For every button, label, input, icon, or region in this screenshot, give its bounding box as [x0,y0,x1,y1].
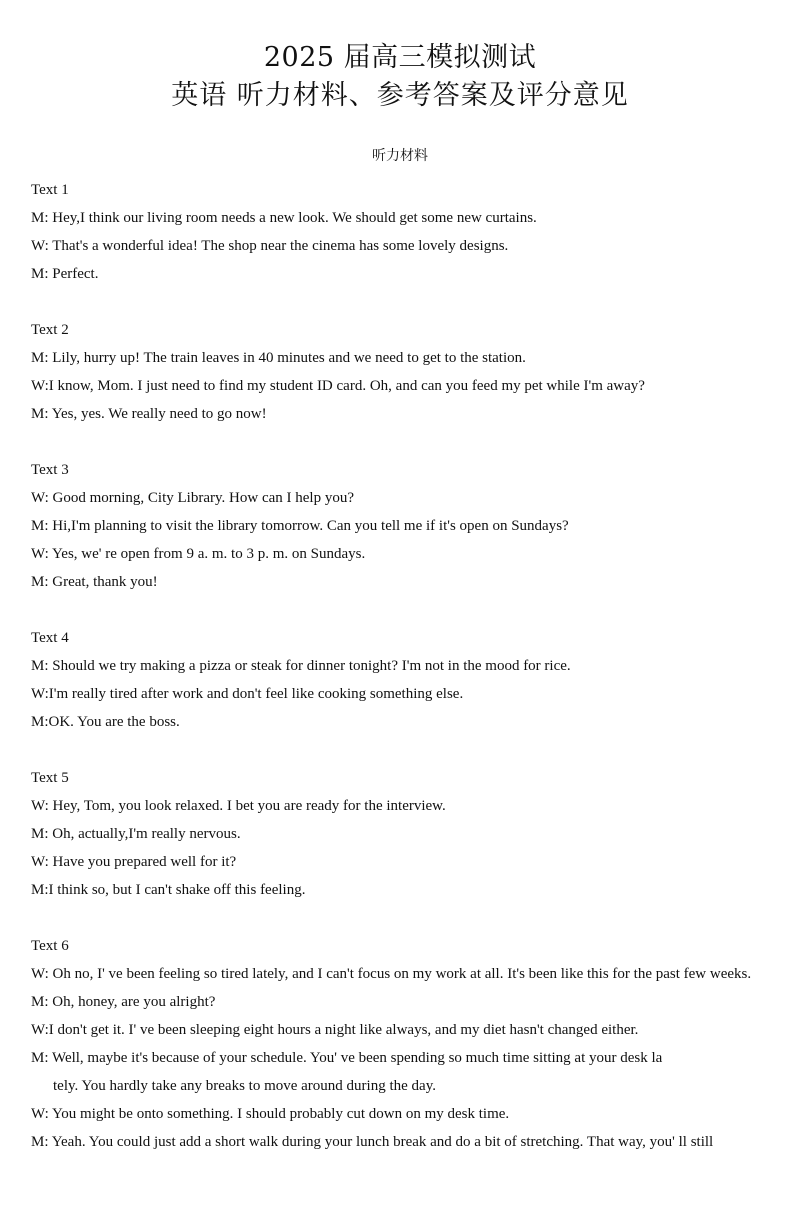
dialogue-line: M: Oh, honey, are you alright? [31,994,216,1010]
dialogue-line: M: Well, maybe it's because of your schedule. You' ve been spending so much time sitting at your desk lately. You hardly take any breaks to move around during the day. [31,1050,663,1094]
transcript-body [31,176,783,1184]
dialogue-line: M:I think so, but I can't shake off this feeling. [31,882,306,898]
document-subtitle: 英语 听力材料、参考答案及评分意见 [171,80,629,111]
dialogue-line: W: Good morning, City Library. How can I help you? [31,490,354,506]
text-5-block [31,764,783,904]
text-6-block [31,932,783,1156]
dialogue-line: M: Yes, yes. We really need to go now! [31,406,267,422]
text-1-heading: Text 1 [31,182,69,198]
dialogue-line: W:I'm really tired after work and don't feel like cooking something else. [31,686,464,702]
dialogue-line: W: Hey, Tom, you look relaxed. I bet you are ready for the interview. [31,798,446,814]
text-2-heading: Text 2 [31,322,69,338]
dialogue-line: W: That's a wonderful idea! The shop near the cinema has some lovely designs. [31,238,509,254]
dialogue-line: W: Yes, we' re open from 9 a. m. to 3 p. m. on Sundays. [31,546,366,562]
dialogue-line: M: Lily, hurry up! The train leaves in 40 minutes and we need to get to the station. [31,350,526,366]
document-title: 2025 届高三模拟测试 [263,42,537,73]
dialogue-line: W: Oh no, I' ve been feeling so tired lately, and I can't focus on my work at all. It's been like this for the past few weeks. [31,966,752,982]
text-4-heading: Text 4 [31,630,69,646]
dialogue-line: W:I don't get it. I' ve been sleeping eight hours a night like always, and my diet hasn't changed either. [31,1022,639,1038]
section-title: 听力材料 [372,148,428,164]
dialogue-line: M:OK. You are the boss. [31,714,180,730]
dialogue-line: M: Hi,I'm planning to visit the library tomorrow. Can you tell me if it's open on Sundays? [31,518,569,534]
dialogue-line: W: Have you prepared well for it? [31,854,237,870]
text-2-block [31,316,783,428]
text-6-heading: Text 6 [31,938,69,954]
text-3-heading: Text 3 [31,462,69,478]
dialogue-line: W:I know, Mom. I just need to find my student ID card. Oh, and can you feed my pet while I'm away? [31,378,645,394]
dialogue-line: M: Perfect. [31,266,99,282]
text-3-block [31,456,783,596]
dialogue-line: M: Yeah. You could just add a short walk during your lunch break and do a bit of stretching. That way, you' ll still [31,1134,714,1150]
dialogue-line: W: You might be onto something. I should probably cut down on my desk time. [31,1106,510,1122]
text-4-block [31,624,783,736]
dialogue-line: M: Oh, actually,I'm really nervous. [31,826,241,842]
text-5-heading: Text 5 [31,770,69,786]
dialogue-line: M: Should we try making a pizza or steak for dinner tonight? I'm not in the mood for rice. [31,658,571,674]
dialogue-line: M: Great, thank you! [31,574,158,590]
text-1-block [31,176,783,288]
dialogue-line: M: Hey,I think our living room needs a new look. We should get some new curtains. [31,210,537,226]
